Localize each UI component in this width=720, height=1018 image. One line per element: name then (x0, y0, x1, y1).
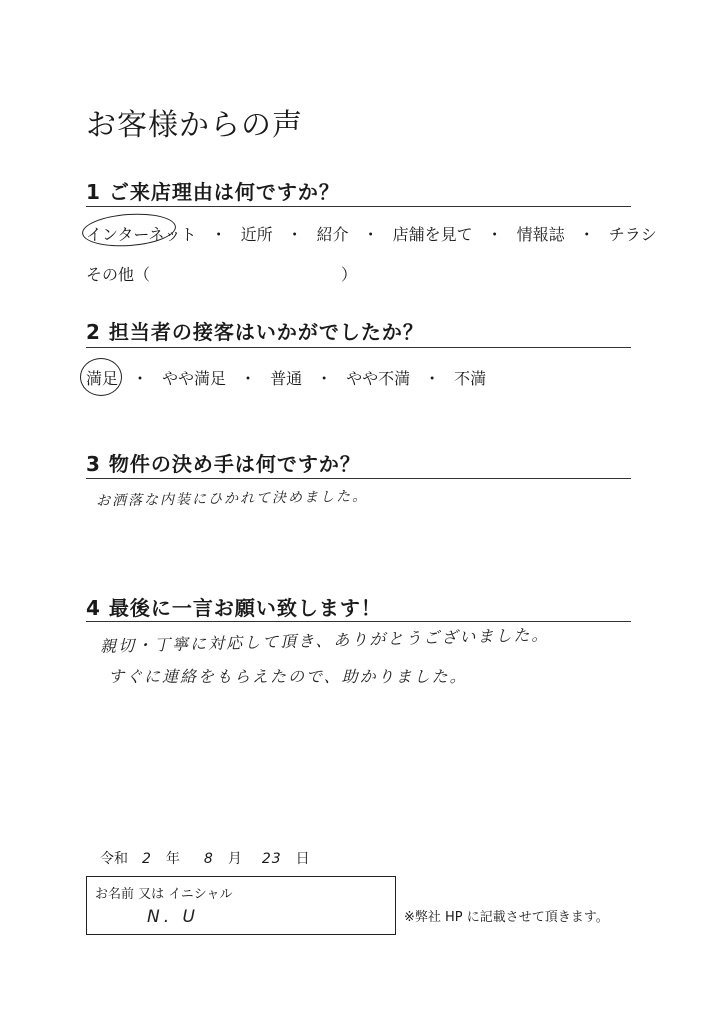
q1-option-magazine[interactable]: 情報誌 (516, 225, 565, 244)
q2-option-somewhat-satisfied[interactable]: やや満足 (162, 369, 227, 388)
name-box[interactable] (86, 876, 396, 935)
question-1-title: 1 ご来店理由は何ですか？ (86, 180, 340, 204)
q3-handwritten-answer: お洒落な内装にひかれて決めました。 (95, 488, 369, 510)
question-1-divider (86, 206, 631, 207)
question-4-divider (86, 621, 631, 622)
date-month: 8 (203, 851, 214, 867)
q1-option-flyer[interactable]: チラシ (608, 225, 657, 244)
q4-handwritten-answer-line2: すぐに連絡をもらえたので、助かりました。 (108, 667, 468, 686)
page-title: お客様からの声 (86, 108, 303, 143)
date-day: 23 (261, 851, 282, 867)
name-box-label: お名前 又は イニシャル (95, 887, 233, 902)
question-4-title: 4 最後に一言お願い致します！ (86, 596, 382, 620)
question-2-divider (86, 347, 631, 348)
question-3-title: 3 物件の決め手は何ですか？ (86, 452, 361, 476)
question-2-title: 2 担当者の接客はいかがでしたか？ (86, 320, 424, 344)
q1-other-label: その他（ (86, 265, 151, 284)
q2-option-neutral[interactable]: 普通 (270, 369, 303, 388)
q1-option-neighborhood[interactable]: 近所 (240, 225, 273, 244)
name-box-value: N. U (147, 907, 199, 927)
q1-option-referral[interactable]: 紹介 (316, 225, 349, 244)
q1-other-close: ） (341, 265, 358, 284)
publication-note: ※弊社 HP に記載させて頂きます。 (404, 910, 609, 925)
date-year: 2 (142, 851, 152, 867)
date-month-unit: 月 (227, 851, 242, 867)
q2-option-dissatisfied[interactable]: 不満 (454, 369, 487, 388)
date-line (100, 848, 310, 868)
question-3-divider (86, 478, 631, 479)
q1-option-saw-store[interactable]: 店舗を見て (392, 225, 473, 244)
date-year-unit: 年 (165, 851, 180, 867)
date-day-unit: 日 (295, 851, 310, 867)
question-1-options: インターネット ・ 近所 ・ 紹介 ・ 店舗を見て ・ 情報誌 ・ チラシ (86, 222, 657, 245)
q2-option-satisfied[interactable]: 満足 (86, 369, 119, 388)
question-2-options: 満足 ・ やや満足 ・ 普通 ・ やや不満 ・ 不満 (86, 366, 486, 389)
q4-handwritten-answer-line1: 親切・丁寧に対応して頂き、ありがとうございました。 (99, 625, 550, 656)
date-era: 令和 (100, 851, 128, 867)
q2-option-somewhat-dissatisfied[interactable]: やや不満 (346, 369, 411, 388)
q1-option-internet[interactable]: インターネット (86, 225, 197, 244)
selection-circle-q2 (80, 358, 122, 396)
